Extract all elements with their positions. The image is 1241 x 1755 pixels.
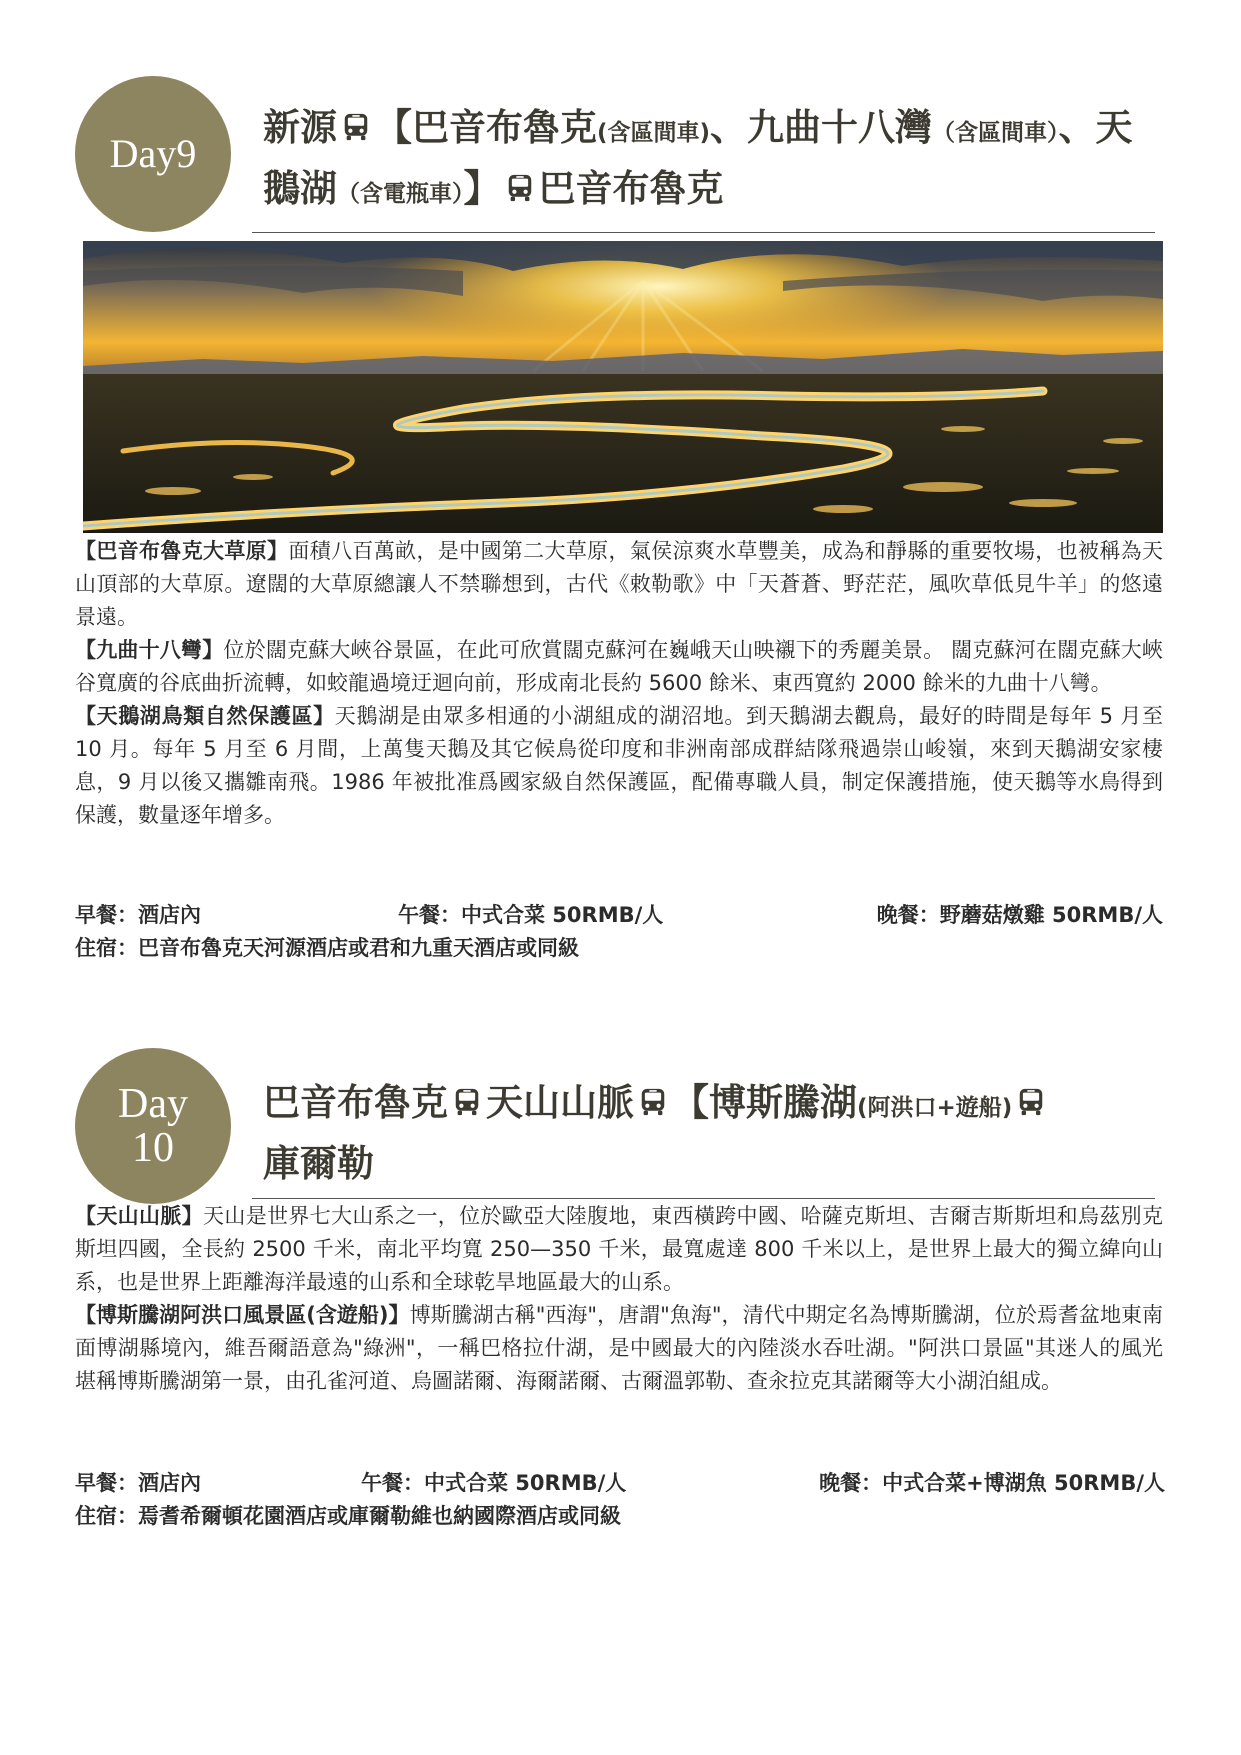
divider [252, 232, 1155, 233]
meal-row [75, 899, 1165, 932]
bus-icon [341, 112, 371, 142]
day-badge [75, 1048, 231, 1204]
paragraph: 【天山山脈】天山是世界七大山系之一，位於歐亞大陸腹地，東西橫跨中國、哈薩克斯坦、吉爾吉斯斯坦和烏茲別克斯坦四國，全長約 2500 千米，南北平均寬 250—350 千米，最寬處達 800 千米以上，是世界上最大的獨立緯向山系，也是世界上距離海洋最遠的山系和全球乾旱地區最大的山系。 [75, 1204, 1164, 1294]
lunch: 午餐：中式合菜 50RMB/人 [361, 1471, 627, 1495]
paragraph: 【巴音布魯克大草原】面積八百萬畝，是中國第二大草原，氣侯涼爽水草豐美，成為和靜縣的重要牧場，也被稱為天山頂部的大草原。遼闊的大草原總讓人不禁聯想到，古代《敕勒歌》中「天蒼蒼、野茫茫，風吹草低見牛羊」的悠遠景遠。 [75, 539, 1164, 629]
lodging-row [75, 1500, 1165, 1533]
lodging: 住宿：巴音布魯克天河源酒店或君和九重天酒店或同級 [75, 936, 579, 960]
day9-meals [75, 899, 1165, 965]
paragraph: 【博斯騰湖阿洪口風景區(含遊船)】博斯騰湖古稱"西海"，唐謂"魚海"，清代中期定名為博斯騰湖，位於焉耆盆地東南面博湖縣境內，維吾爾語意為"綠洲"，一稱巴格拉什湖，是中國最大的內陸淡水吞吐湖。"阿洪口景區"其迷人的風光堪稱博斯騰湖第一景，由孔雀河道、烏圖諾爾、海爾諾爾、古爾溫郭勒、查汆拉克其諾爾等大小湖泊組成。 [75, 1303, 1163, 1393]
day10-title: 巴音布魯克 天山山脈 【博斯騰湖(阿洪口+遊船) 庫爾勒 [263, 1075, 1158, 1192]
lodging-row [75, 932, 1165, 965]
day-badge [75, 76, 231, 232]
day9-description [75, 535, 1163, 832]
day-badge-line2: 10 [132, 1125, 174, 1171]
meal-row [75, 1467, 1165, 1500]
day10-meals [75, 1467, 1165, 1533]
paragraph: 【天鵝湖鳥類自然保護區】天鵝湖是由眾多相通的小湖組成的湖沼地。到天鵝湖去觀鳥，最好的時間是每年 5 月至 10 月。每年 5 月至 6 月間，上萬隻天鵝及其它候鳥從印度和非洲南部成群結隊飛過崇山峻嶺，來到天鵝湖安家棲息，9 月以後又攜雛南飛。1986 年被批准爲國家級自然保護區，配備專職人員，制定保護措施，使天鵝等水鳥得到保護，數量逐年增多。 [75, 704, 1163, 827]
day10-description [75, 1200, 1163, 1398]
bus-icon [1016, 1087, 1046, 1117]
breakfast: 早餐：酒店內 [75, 903, 201, 927]
lodging: 住宿：焉耆希爾頓花園酒店或庫爾勒維也納國際酒店或同級 [75, 1504, 621, 1528]
bus-icon [638, 1087, 668, 1117]
dinner: 晚餐：野蘑菇燉雞 50RMB/人 [876, 903, 1163, 927]
day9-title: 新源 【巴音布魯克(含區間車)、九曲十八灣（含區間車）、天鵝湖（含電瓶車）】 巴音布魯克 [263, 106, 1133, 210]
bus-icon [452, 1087, 482, 1117]
lunch: 午餐：中式合菜 50RMB/人 [398, 903, 664, 927]
landscape-photo [83, 241, 1163, 533]
bus-icon [505, 173, 535, 203]
dinner: 晚餐：中式合菜+博湖魚 50RMB/人 [819, 1471, 1165, 1495]
paragraph: 【九曲十八彎】位於闊克蘇大峽谷景區，在此可欣賞闊克蘇河在巍峨天山映襯下的秀麗美景。 闊克蘇河在闊克蘇大峽谷寬廣的谷底曲折流轉，如蛟龍過境迂迴向前，形成南北長約 5600 餘米、東西寬約 2000 餘米的九曲十八彎。 [75, 638, 1164, 695]
breakfast: 早餐：酒店內 [75, 1471, 201, 1495]
divider [252, 1198, 1155, 1199]
day-badge-line1: Day [118, 1080, 188, 1127]
day-badge-label: Day9 [109, 131, 197, 176]
